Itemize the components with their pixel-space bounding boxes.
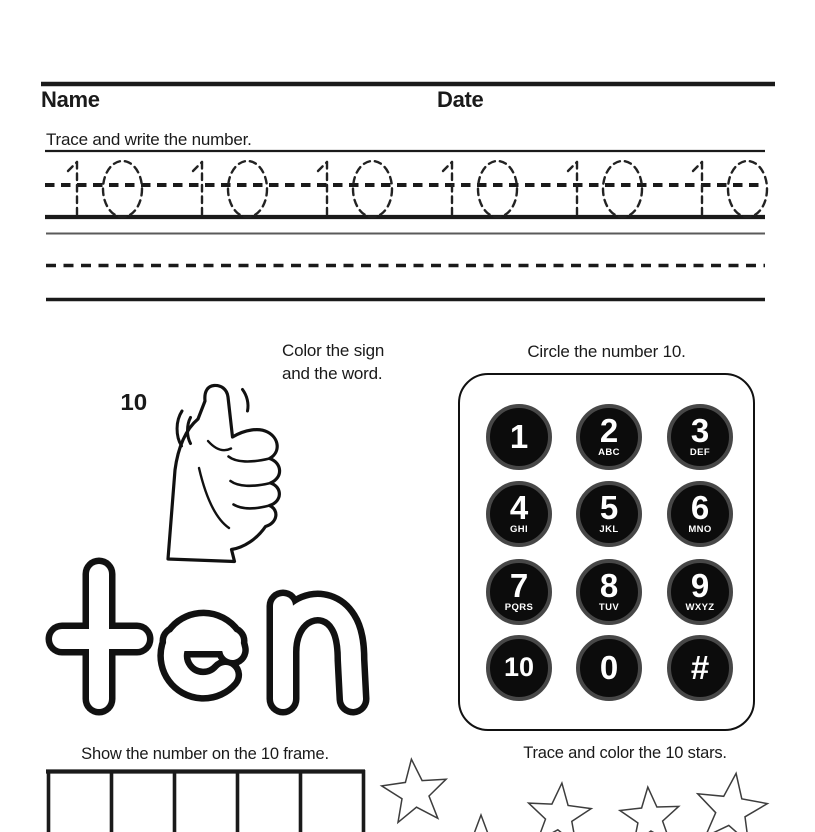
thumbs-up-sign-drawing[interactable] [168, 385, 280, 561]
keypad-digit: 4 [509, 489, 529, 527]
keypad-digit: 2 [599, 412, 619, 450]
keypad-letters: GHI [509, 523, 529, 535]
keypad-digit: 0 [599, 649, 619, 687]
ten-frame-cell[interactable] [111, 771, 174, 832]
keypad-digit: # [690, 649, 710, 687]
star-outline[interactable] [620, 787, 679, 832]
keypad-letters: JKL [599, 523, 619, 535]
ten-frame-cell[interactable] [300, 771, 363, 832]
star-outline[interactable] [382, 759, 446, 822]
keypad-instruction: Circle the number 10. [527, 342, 686, 361]
keypad-letters: TUV [598, 601, 620, 613]
keypad-button-2[interactable] [576, 404, 642, 470]
stars-instruction: Trace and color the 10 stars. [523, 744, 727, 762]
ten-frame-cell[interactable] [174, 771, 237, 832]
ten-frame-instruction: Show the number on the 10 frame. [81, 745, 329, 763]
keypad-letters: ABC [598, 446, 620, 458]
sign-instruction-line2: and the word. [282, 363, 383, 383]
handwriting-area-write[interactable] [45, 233, 765, 299]
sign-instruction-line1: Color the sign [282, 341, 385, 360]
keypad-button-4[interactable] [486, 481, 552, 547]
keypad-button-#[interactable] [667, 635, 733, 701]
star-outline[interactable] [529, 783, 592, 832]
date-label: Date [437, 87, 484, 112]
handwriting-area-trace[interactable] [45, 151, 765, 217]
keypad-button-8[interactable] [576, 559, 642, 625]
trace-instruction: Trace and write the number. [46, 130, 252, 149]
keypad-button-10[interactable] [486, 635, 552, 701]
keypad-digit: 10 [503, 652, 535, 683]
keypad-digit: 9 [690, 567, 710, 605]
ten-frame-cell[interactable] [237, 771, 300, 832]
keypad-button-3[interactable] [667, 404, 733, 470]
keypad-button-1[interactable] [486, 404, 552, 470]
keypad-button-5[interactable] [576, 481, 642, 547]
star-outline[interactable] [453, 815, 510, 832]
keypad-letters: DEF [689, 446, 711, 458]
stars-group[interactable] [382, 759, 768, 832]
name-label: Name [41, 87, 100, 112]
keypad-digit: 5 [599, 489, 619, 527]
sign-corner-number: 10 [120, 389, 148, 415]
keypad-button-0[interactable] [576, 635, 642, 701]
keypad-digit: 7 [509, 567, 529, 605]
star-outline[interactable] [698, 773, 768, 832]
keypad-digit: 1 [509, 418, 529, 456]
keypad-button-9[interactable] [667, 559, 733, 625]
phone-keypad [458, 373, 755, 731]
keypad-digit: 6 [690, 489, 710, 527]
keypad-letters: PQRS [504, 601, 534, 613]
keypad-letters: WXYZ [685, 601, 715, 613]
sign-instruction [282, 340, 384, 385]
keypad-letters: MNO [688, 523, 712, 535]
keypad-digit: 3 [690, 412, 710, 450]
bubble-word-ten[interactable] [62, 574, 353, 699]
keypad-digit: 8 [599, 567, 619, 605]
keypad-button-6[interactable] [667, 481, 733, 547]
keypad-button-7[interactable] [486, 559, 552, 625]
ten-frame-cell[interactable] [48, 771, 111, 832]
